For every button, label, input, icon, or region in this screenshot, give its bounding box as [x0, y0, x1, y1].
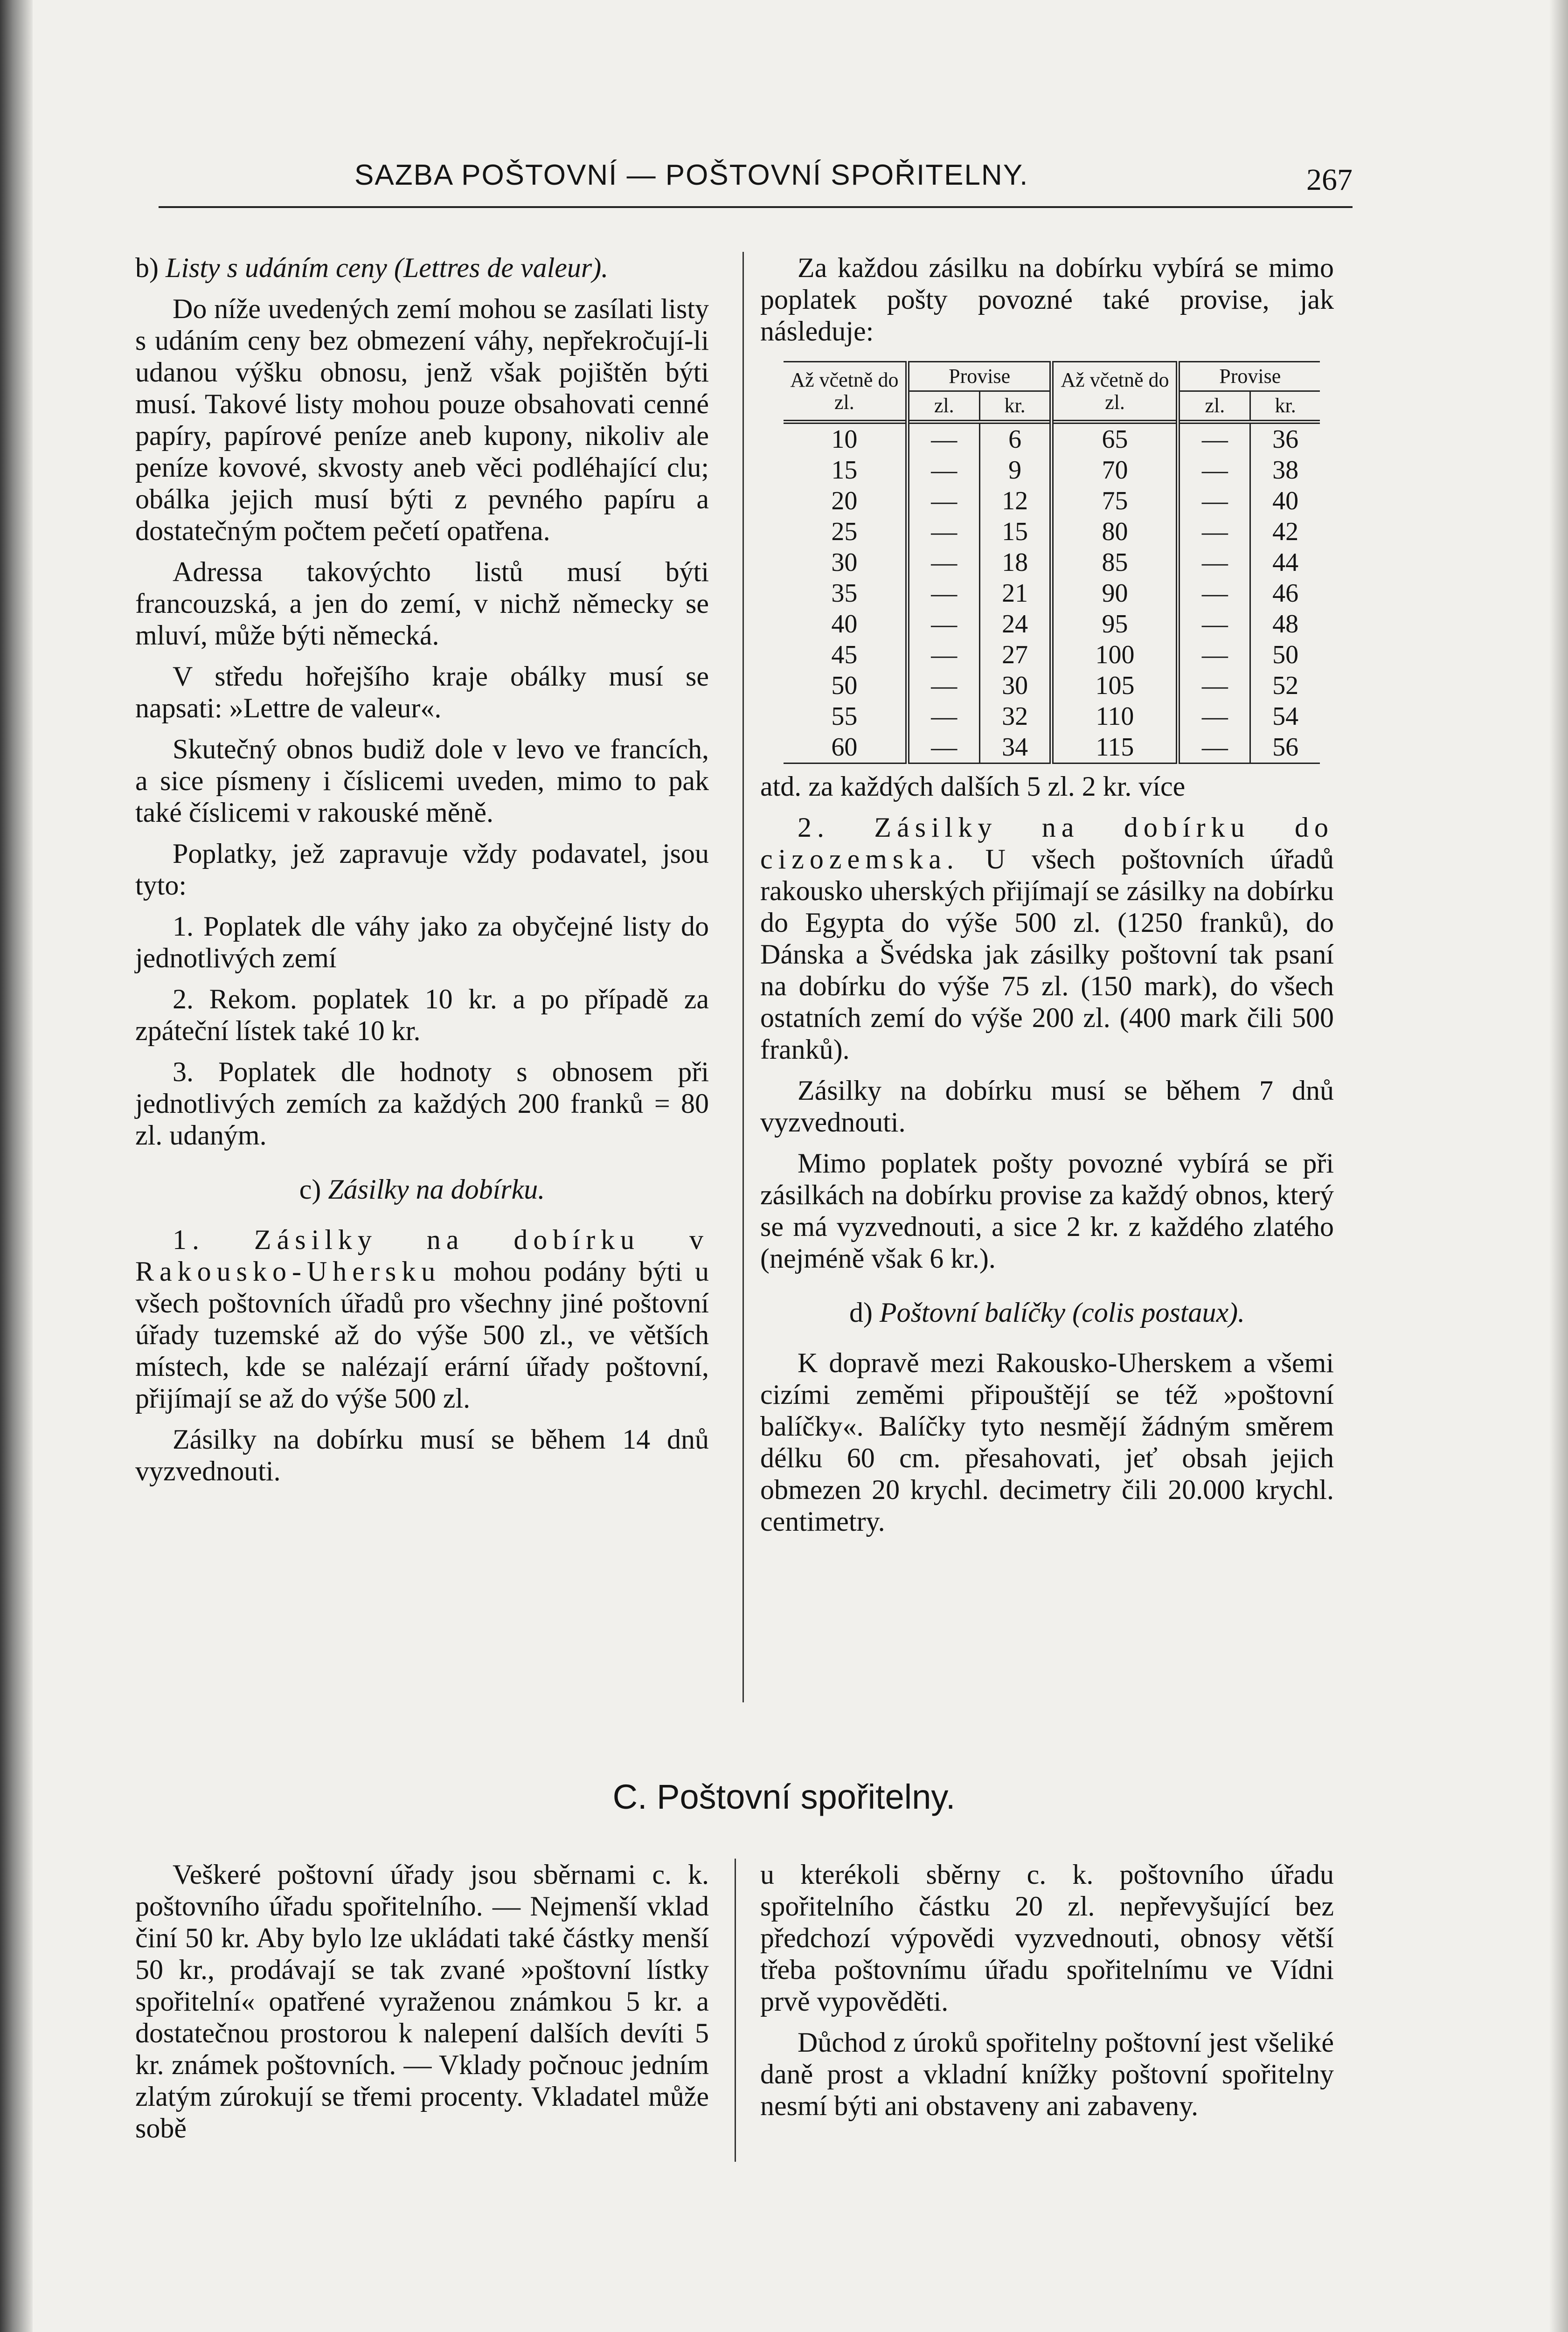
cell-kr: 54: [1250, 701, 1320, 732]
cell-kr: 18: [979, 547, 1052, 578]
left-column: [135, 252, 709, 1496]
cell-kr: 56: [1250, 732, 1320, 763]
spaced-heading: 1. Zásilky na dobírku v Rakousko-Uhersku: [135, 1224, 709, 1287]
cell-kr: 38: [1250, 455, 1320, 486]
cell-amount: 20: [831, 486, 858, 515]
cell-amount: 15: [831, 456, 858, 485]
paragraph: Veškeré poštovní úřady jsou sběrnami c. k. poštovního úřadu spořitelního. — Nejmenší vklad činí 50 kr. Aby bylo lze ukládati také částky menší 50 kr., prodávají se tak zvané »poštovní lístky spořitelní« opatřené vyraženou známkou 5 kr. a dostatečnou prostorou k nalepení dalších devíti 5 kr. známek poštovních. — Vklady počnouc jedním zlatým zúrokují se třemi procenty. Vkladatel může sobě: [135, 1859, 709, 2144]
paragraph: [135, 1224, 709, 1414]
table-row: [784, 639, 1320, 670]
cell-kr: 42: [1250, 516, 1320, 547]
cell-kr: 46: [1250, 578, 1320, 609]
col-header-kr: kr.: [979, 391, 1052, 422]
cell-amount: 100: [1052, 639, 1178, 670]
cell-amount: 55: [831, 702, 858, 731]
section-d-heading: [760, 1297, 1334, 1328]
paragraph: Zásilky na dobírku musí se během 7 dnů vyzvednouti.: [760, 1075, 1334, 1138]
provision-table: [784, 361, 1320, 764]
cell-kr: 36: [1250, 422, 1320, 455]
page-number: 267: [1306, 163, 1353, 197]
cell-amount: 40: [831, 610, 858, 639]
cell-kr: 30: [979, 670, 1052, 701]
scan-shadow-left: [0, 0, 33, 2332]
cell-zl: —: [1178, 422, 1250, 455]
table-row: [784, 732, 1320, 763]
paragraph: Za každou zásilku na dobírku vybírá se mimo poplatek pošty povozné také provise, jak následuje:: [760, 252, 1334, 347]
cell-amount: 45: [831, 640, 858, 669]
cell-kr: 6: [979, 422, 1052, 455]
paragraph: Adressa takovýchto listů musí býti francouzská, a jen do zemí, v nichž německy se mluví, může býti německá.: [135, 556, 709, 651]
cell-amount: 25: [831, 517, 858, 546]
cell-zl: —: [907, 422, 979, 455]
cell-kr: 48: [1250, 609, 1320, 639]
cell-zl: —: [907, 639, 979, 670]
spaced-heading: 2. Zásilky na dobírku do cizozemska.: [760, 812, 1334, 874]
cell-zl: —: [907, 455, 979, 486]
cell-amount: 105: [1052, 670, 1178, 701]
section-c-label: c): [299, 1174, 321, 1205]
table-row: [784, 455, 1320, 486]
table-row: [784, 516, 1320, 547]
cell-amount: 90: [1052, 578, 1178, 609]
table-row: [784, 578, 1320, 609]
paragraph-rest: mohou podány býti u všech poštovních úřadů pro všechny jiné poštovní úřady tuzemské až do výše 500 zl., ve větších místech, kde se nalézají erární úřady poštovní, přijímají se až do výše 500 zl.: [135, 1256, 709, 1414]
cell-amount: 50: [831, 671, 858, 700]
col-header-provise: Provise: [907, 362, 1052, 391]
col-header-kr: kr.: [1250, 391, 1320, 422]
paragraph-rest: U všech poštovních úřadů rakousko uherských přijímají se zásilky na dobírku do Egypta do výše 500 zl. (1250 franků), do Dánska a Švédska jak zásilky poštovní tak psaní na dobírku do výše 75 zl. (150 mark), do všech ostatních zemí do výše 200 zl. (400 mark čili 500 franků).: [760, 844, 1334, 1065]
paragraph: Důchod z úroků spořitelny poštovní jest všeliké daně prost a vkladní knížky poštovní spořitelny nesmí býti ani obstaveny ani zabaveny.: [760, 2027, 1334, 2121]
col-header-az: Až včetně do zl.: [784, 362, 907, 422]
cell-zl: —: [907, 516, 979, 547]
section-c-title: Zásilky na dobírku.: [328, 1174, 545, 1205]
cell-kr: 34: [979, 732, 1052, 763]
cell-kr: 15: [979, 516, 1052, 547]
running-title: SAZBA POŠTOVNÍ — POŠTOVNÍ SPOŘITELNY.: [354, 159, 1029, 191]
cell-amount: 85: [1052, 547, 1178, 578]
cell-amount: 75: [1052, 486, 1178, 516]
table-row: [784, 609, 1320, 639]
cell-amount: 35: [831, 579, 858, 608]
cell-zl: —: [1178, 732, 1250, 763]
paragraph: Do níže uvedených zemí mohou se zasílati listy s udáním ceny bez obmezení váhy, nepřekročují-li udanou výšku obnosu, jenž však pojištěn býti musí. Takové listy mohou pouze obsahovati cenné papíry, papírové peníze aneb kupony, nikoliv ale peníze kovové, skvosty aneb věci podléhající clu; obálka jejich musí býti z pevného papíru a dostatečným počtem pečetí opatřena.: [135, 293, 709, 546]
cell-zl: —: [907, 486, 979, 516]
cell-amount: 30: [831, 548, 858, 577]
paragraph: [760, 812, 1334, 1065]
column-divider: [742, 252, 744, 1702]
paragraph: atd. za každých dalších 5 zl. 2 kr. více: [760, 771, 1186, 802]
cell-zl: —: [1178, 701, 1250, 732]
cell-kr: 52: [1250, 670, 1320, 701]
cell-kr: 40: [1250, 486, 1320, 516]
cell-amount: 110: [1052, 701, 1178, 732]
paragraph: Mimo poplatek pošty povozné vybírá se při zásilkách na dobírku provise za každý obnos, který se má vyzvednouti, a sice 2 kr. z každého zlatého (nejméně však 6 kr.).: [760, 1148, 1334, 1274]
column-divider-lower: [735, 1859, 736, 2162]
cell-amount: 60: [784, 732, 907, 763]
cell-amount: 10: [784, 422, 907, 455]
right-column: [760, 252, 1334, 1547]
cell-kr: 44: [1250, 547, 1320, 578]
section-d-label: d): [849, 1297, 873, 1328]
cell-zl: —: [1178, 455, 1250, 486]
section-c-main-title: C. Poštovní spořitelny.: [612, 1777, 956, 1816]
header-rule: [159, 206, 1353, 208]
running-header: [131, 154, 1353, 205]
col-header-zl: zl.: [907, 391, 979, 422]
fee-item-1: 1. Poplatek dle váhy jako za obyčejné listy do jednotlivých zemí: [135, 911, 709, 973]
lower-left-column: [135, 1859, 709, 2153]
fee-item-3: 3. Poplatek dle hodnoty s obnosem při jednotlivých zemích za každých 200 franků = 80 zl. udaným.: [135, 1056, 709, 1151]
cell-kr: 9: [979, 455, 1052, 486]
cell-zl: —: [907, 701, 979, 732]
cell-kr: 21: [979, 578, 1052, 609]
cell-zl: —: [907, 609, 979, 639]
cell-zl: —: [1178, 486, 1250, 516]
paragraph: V středu hořejšího kraje obálky musí se napsati: »Lettre de valeur«.: [135, 661, 709, 723]
cell-zl: —: [907, 670, 979, 701]
provision-table-body: [784, 422, 1320, 763]
lower-right-column: [760, 1859, 1334, 2131]
cell-amount: 95: [1052, 609, 1178, 639]
section-c-heading: [135, 1173, 709, 1205]
cell-zl: —: [1178, 609, 1250, 639]
cell-amount: 80: [1052, 516, 1178, 547]
cell-zl: —: [1178, 578, 1250, 609]
cell-kr: 50: [1250, 639, 1320, 670]
table-row: [784, 670, 1320, 701]
table-row: [784, 422, 1320, 455]
cell-zl: —: [1178, 516, 1250, 547]
col-header-zl: zl.: [1178, 391, 1250, 422]
cell-zl: —: [907, 578, 979, 609]
paragraph: Poplatky, jež zapravuje vždy podavatel, jsou tyto:: [135, 838, 709, 901]
section-b-label: b): [135, 252, 159, 283]
col-header-az: Až včetně do zl.: [1052, 362, 1178, 422]
cell-zl: —: [907, 547, 979, 578]
cell-kr: 12: [979, 486, 1052, 516]
paragraph: Zásilky na dobírku musí se během 14 dnů vyzvednouti.: [135, 1424, 709, 1486]
cell-amount: 115: [1052, 732, 1178, 763]
cell-amount: 70: [1052, 455, 1178, 486]
paragraph: Skutečný obnos budiž dole v levo ve francích, a sice písmeny i číslicemi uveden, mimo to pak také číslicemi v rakouské měně.: [135, 734, 709, 828]
cell-zl: —: [907, 732, 979, 763]
paragraph: u kterékoli sběrny c. k. poštovního úřadu spořitelního částku 20 zl. nepřevyšující bez předchozí výpovědi vyzvednouti, obnosy větší třeba poštovnímu úřadu spořitelnímu ve Vídni prvě vypověděti.: [760, 1859, 1334, 2017]
paragraph: K dopravě mezi Rakousko-Uherskem a všemi cizími zeměmi připouštějí se též »poštovní balíčky«. Balíčky tyto nesmějí žádným směrem délku 60 cm. přesahovati, jeť obsah jejich obmezen 20 krychl. decimetry čili 20.000 krychl. centimetry.: [760, 1347, 1334, 1537]
section-d-title: Poštovní balíčky (colis postaux).: [879, 1297, 1245, 1328]
fee-item-2: 2. Rekom. poplatek 10 kr. a po případě za zpáteční lístek také 10 kr.: [135, 984, 709, 1046]
table-row: [784, 701, 1320, 732]
cell-amount: 65: [1052, 422, 1178, 455]
section-b-heading: [135, 252, 709, 284]
cell-zl: —: [1178, 670, 1250, 701]
cell-zl: —: [1178, 547, 1250, 578]
col-header-provise: Provise: [1178, 362, 1320, 391]
cell-kr: 24: [979, 609, 1052, 639]
cell-kr: 32: [979, 701, 1052, 732]
table-row: [784, 486, 1320, 516]
scan-shadow-right: [1549, 0, 1568, 2332]
cell-kr: 27: [979, 639, 1052, 670]
cell-zl: —: [1178, 639, 1250, 670]
section-b-title: Listy s udáním ceny (Lettres de valeur).: [165, 252, 609, 283]
table-row: [784, 547, 1320, 578]
